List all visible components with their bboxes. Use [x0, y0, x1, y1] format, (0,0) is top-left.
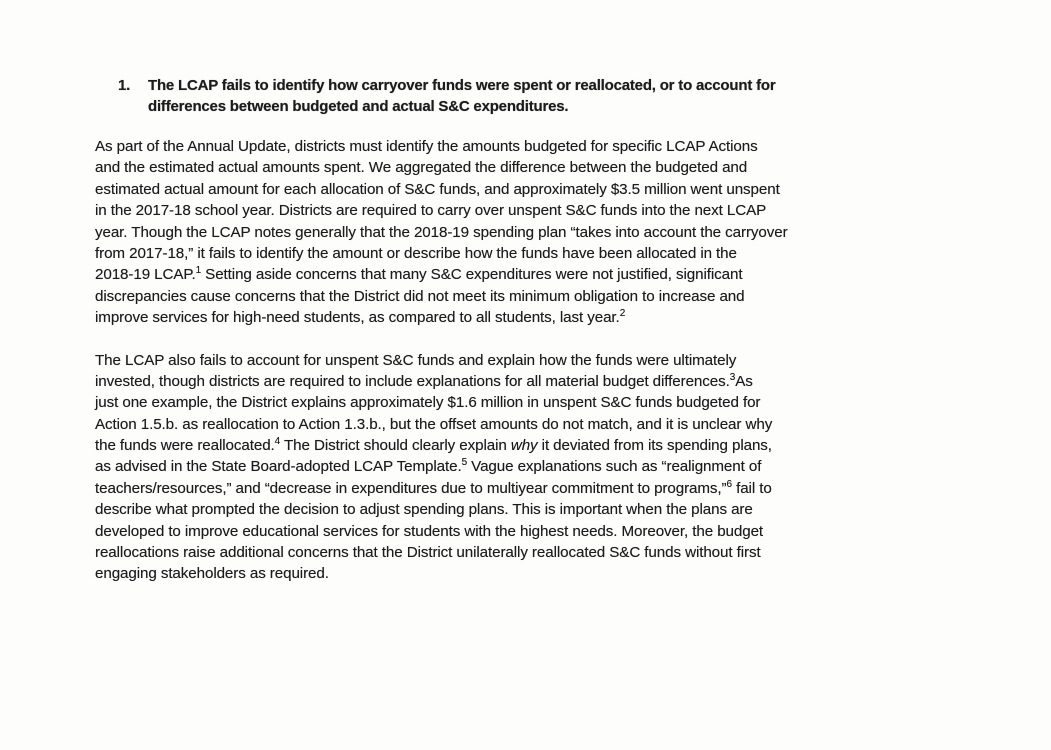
heading-line: The LCAP fails to identify how carryover funds were spent or reallocated, or to account for — [148, 77, 776, 94]
text-line: just one example, the District explains approximately $1.6 million in unspent S&C funds budgeted for — [95, 394, 761, 412]
heading-text — [148, 74, 775, 117]
list-number: 1. — [118, 77, 131, 94]
document-body — [95, 136, 995, 585]
text-line: reallocations raise additional concerns that the District unilaterally reallocated S&C funds without first — [95, 544, 761, 562]
text-line: year. Though the LCAP notes generally that the 2018-19 spending plan “takes into account the carryover — [95, 223, 788, 241]
footnote-reference: 2 — [619, 308, 626, 320]
paragraph — [95, 350, 995, 585]
text-line: developed to improve educational services for students with the highest needs. Moreover, the budget — [95, 522, 764, 540]
section-heading — [118, 74, 775, 117]
text-line: the funds were reallocated.$^4$ The District should clearly explain why it deviated from its spending plans, — [95, 436, 772, 455]
footnote-reference: 3 — [729, 371, 736, 383]
text-line: as advised in the State Board-adopted LCAP Template.$^5$ Vague explanations such as “realignment of — [95, 457, 762, 476]
text-line: 2018-19 LCAP.$^1$ Setting aside concerns that many S&C expenditures were not justified, significant — [95, 265, 743, 284]
footnote-reference: 1 — [195, 265, 202, 277]
paragraph — [95, 136, 995, 329]
text-line: from 2017-18,” it fails to identify the amount or describe how the funds have been allocated in the — [95, 244, 737, 262]
text-line: describe what prompted the decision to adjust spending plans. This is important when the plans are — [95, 501, 753, 519]
italic-text: why — [510, 437, 538, 455]
text-line: estimated actual amount for each allocation of S&C funds, and approximately $3.5 million went unspent — [95, 180, 780, 198]
text-line: invested, though districts are required to include explanations for all material budget differences.$^3$As — [95, 371, 753, 390]
text-line: and the estimated actual amounts spent. We aggregated the difference between the budgeted and — [95, 159, 748, 177]
text-line: in the 2017-18 school year. Districts are required to carry over unspent S&C funds into the next LCAP — [95, 202, 767, 220]
footnote-reference: 4 — [274, 436, 281, 448]
text-line: As part of the Annual Update, districts must identify the amounts budgeted for specific LCAP Actions — [95, 138, 758, 155]
text-line: The LCAP also fails to account for unspent S&C funds and explain how the funds were ultimately — [95, 351, 737, 369]
text-line: Action 1.5.b. as reallocation to Action 1.3.b., but the offset amounts do not match, and it is unclear why — [95, 415, 773, 433]
text-line: improve services for high-need students, as compared to all students, last year.$^2$ — [95, 308, 626, 327]
text-line: teachers/resources,” and “decrease in expenditures due to multiyear commitment to programs,”$^6$ fail to — [95, 478, 772, 497]
text-line: discrepancies cause concerns that the District did not meet its minimum obligation to increase and — [95, 287, 745, 305]
heading-line: differences between budgeted and actual S&C expenditures. — [148, 98, 569, 116]
footnote-reference: 6 — [726, 478, 732, 490]
text-line: engaging stakeholders as required. — [95, 565, 329, 583]
footnote-reference: 5 — [461, 457, 468, 469]
